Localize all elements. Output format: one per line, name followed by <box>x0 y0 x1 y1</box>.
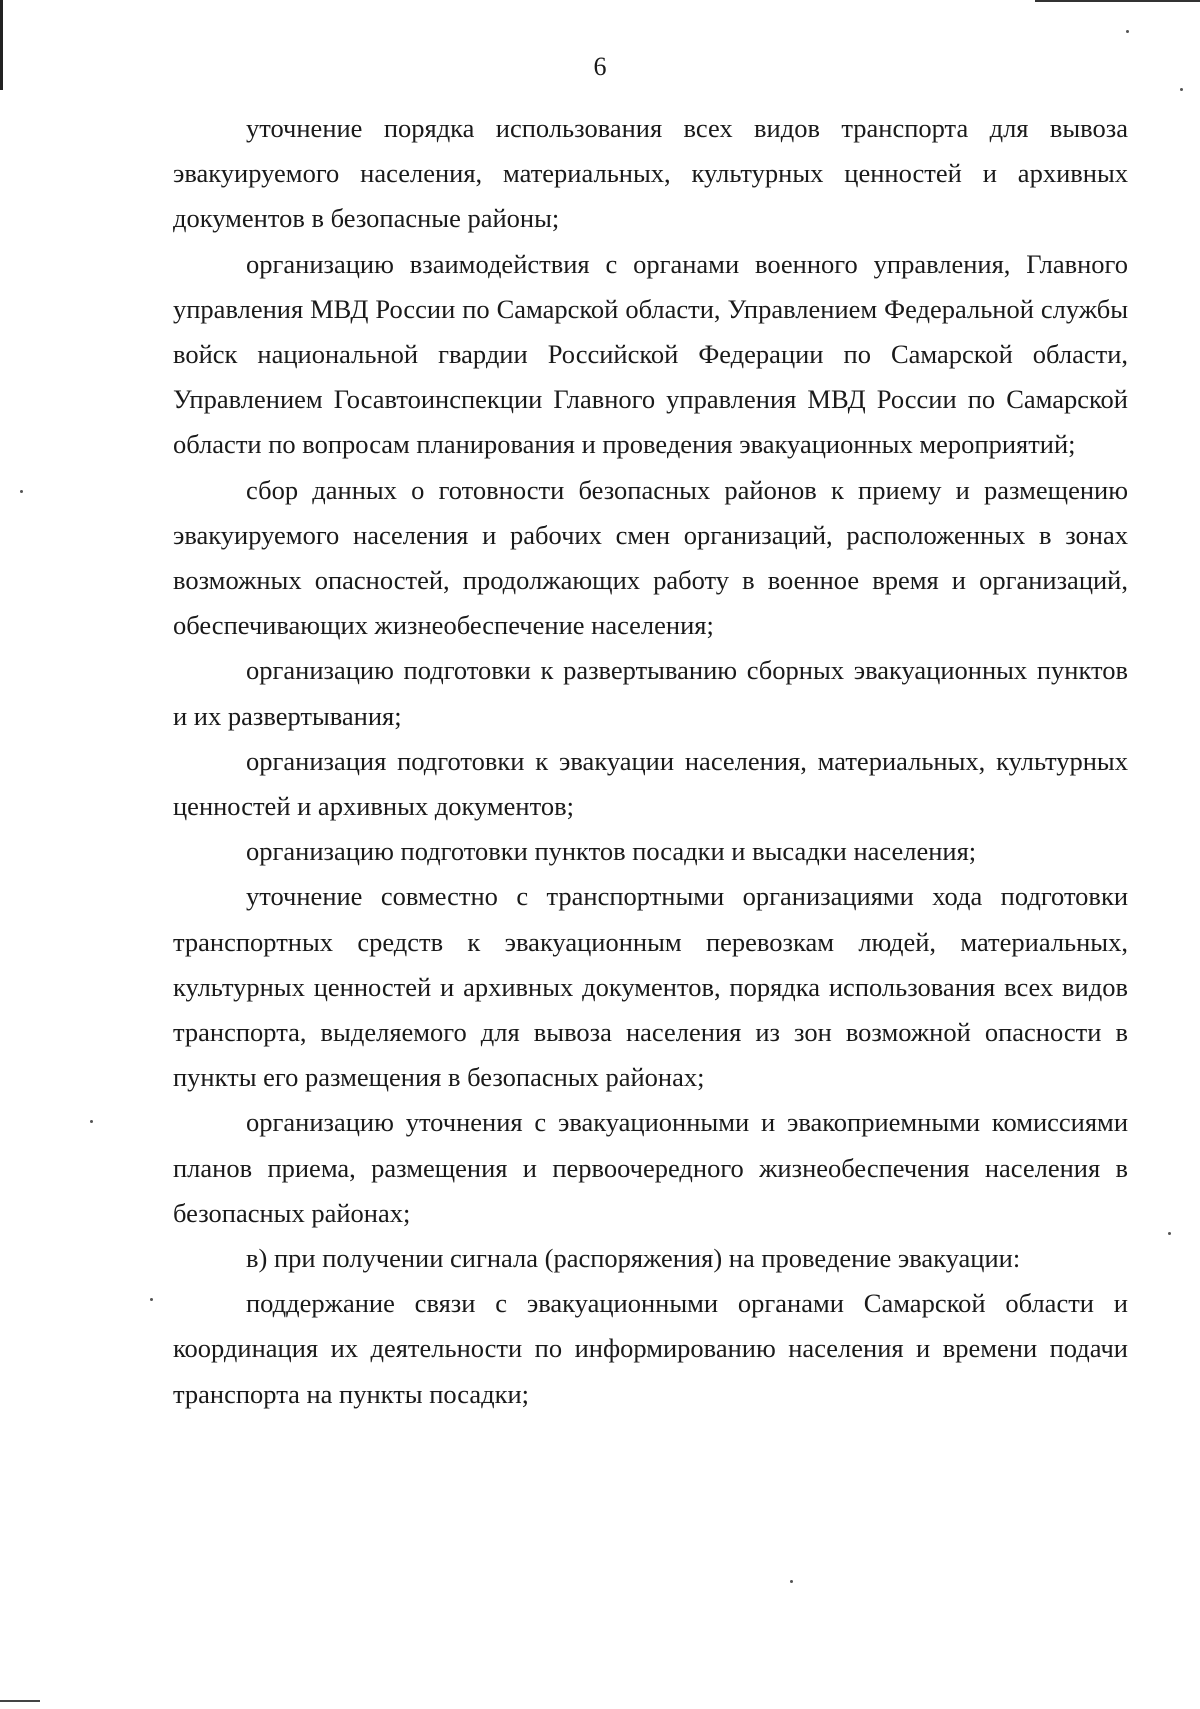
paragraph: организацию подготовки пунктов посадки и высадки населения; <box>246 836 977 867</box>
paragraph: уточнение порядка использования всех видов транспорта для вывоза эвакуируемого населения, материальных, культурных ценностей и архивных документов в безопасные районы; <box>173 113 1128 234</box>
scan-speck <box>1126 30 1129 33</box>
paragraph: поддержание связи с эвакуационными органами Самарской области и координация их деятельности по информированию населения и времени подачи транспорта на пункты посадки; <box>173 1288 1128 1409</box>
paragraph: организацию подготовки к развертыванию сборных эвакуационных пунктов и их развертывания; <box>173 655 1128 731</box>
page-number: 6 <box>593 52 607 81</box>
scan-edge-top <box>1035 0 1200 2</box>
scan-speck <box>790 1580 793 1583</box>
scan-speck <box>20 490 23 493</box>
document-body <box>173 106 1128 1417</box>
scan-edge-bottom <box>0 1700 40 1702</box>
paragraph: в) при получении сигнала (распоряжения) на проведение эвакуации: <box>246 1243 1021 1274</box>
paragraph: уточнение совместно с транспортными организациями хода подготовки транспортных средств к эвакуационным перевозкам людей, материальных, культурных ценностей и архивных документов, порядка использования всех видов транспорта, выделяемого для вывоза населения из зон возможной опасности в пункты его размещения в безопасных районах; <box>173 881 1128 1093</box>
scan-speck <box>1180 88 1183 91</box>
paragraph: сбор данных о готовности безопасных районов к приему и размещению эвакуируемого населения и рабочих смен организаций, расположенных в зонах возможных опасностей, продолжающих работу в военное время и организаций, обеспечивающих жизнеобеспечение населения; <box>173 474 1128 641</box>
scan-speck <box>150 1298 153 1301</box>
scan-speck <box>90 1120 93 1123</box>
paragraph: организация подготовки к эвакуации населения, материальных, культурных ценностей и архивных документов; <box>173 745 1128 822</box>
paragraph: организацию уточнения с эвакуационными и эвакоприемными комиссиями планов приема, размещения и первоочередного жизнеобеспечения населения в безопасных районах; <box>173 1107 1128 1228</box>
paragraph: организацию взаимодействия с органами военного управления, Главного управления МВД России по Самарской области, Управлением Федеральной службы войск национальной гвардии Российской Федерации по Самарской области, Управлением Госавтоинспекции Главного управления МВД России по Самарской области по вопросам планирования и проведения эвакуационных мероприятий; <box>173 248 1128 460</box>
scan-speck <box>1168 1232 1171 1235</box>
